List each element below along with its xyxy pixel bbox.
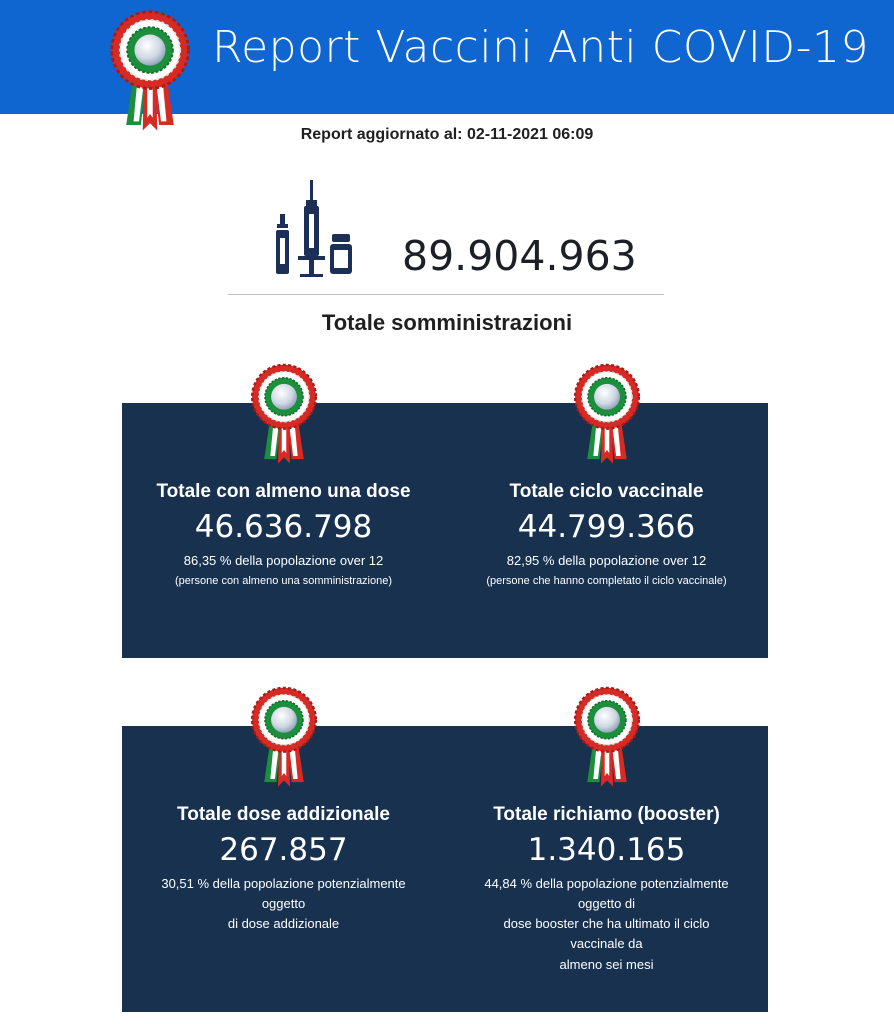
divider — [228, 294, 664, 295]
card-note: (persone che hanno completato il ciclo vaccinale) — [486, 575, 727, 588]
total-administrations-label: Totale somministrazioni — [321, 310, 573, 335]
card-percentage-line: 44,84 % della popolazione potenzialmente — [484, 876, 729, 891]
card-ciclo-vaccinale — [445, 360, 768, 587]
card-note: (persone con almeno una somministrazione) — [174, 575, 393, 588]
italian-cockade-icon — [104, 8, 196, 136]
card-value: 46.636.798 — [194, 509, 373, 545]
card-title: Totale richiamo (booster) — [493, 804, 720, 825]
header-bar — [0, 0, 894, 114]
card-percentage — [122, 874, 445, 934]
card-percentage-line: 30,51 % della popolazione potenzialmente — [161, 876, 406, 891]
card-percentage-line: oggetto di — [577, 896, 636, 912]
card-percentage — [445, 874, 768, 975]
italian-cockade-icon — [569, 683, 645, 793]
card-percentage-line: vaccinale da — [570, 936, 643, 952]
card-dose-addizionale — [122, 683, 445, 934]
card-value: 267.857 — [219, 832, 348, 868]
italian-cockade-icon — [569, 360, 645, 470]
italian-cockade-icon — [246, 360, 322, 470]
total-administrations-value: 89.904.963 — [402, 232, 637, 280]
report-updated-timestamp: Report aggiornato al: 02-11-2021 06:09 — [300, 126, 594, 143]
page-title: Report Vaccini Anti COVID-19 — [212, 22, 870, 73]
card-percentage-line: dose booster che ha ultimato il ciclo — [503, 916, 710, 932]
card-value: 44.799.366 — [517, 509, 696, 545]
card-percentage-line: almeno sei mesi — [559, 956, 654, 972]
card-title: Totale dose addizionale — [177, 804, 390, 825]
card-percentage: 86,35 % della popolazione over 12 — [183, 553, 384, 568]
italian-cockade-icon — [246, 683, 322, 793]
card-title: Totale con almeno una dose — [156, 481, 411, 502]
card-percentage-line: oggetto — [261, 896, 306, 912]
card-value: 1.340.165 — [527, 832, 686, 868]
card-richiamo-booster — [445, 683, 768, 975]
card-almeno-una-dose — [122, 360, 445, 587]
card-percentage-line: di dose addizionale — [227, 916, 340, 932]
syringe-vials-icon — [270, 178, 362, 278]
card-title: Totale ciclo vaccinale — [509, 481, 704, 502]
card-percentage: 82,95 % della popolazione over 12 — [506, 553, 707, 568]
